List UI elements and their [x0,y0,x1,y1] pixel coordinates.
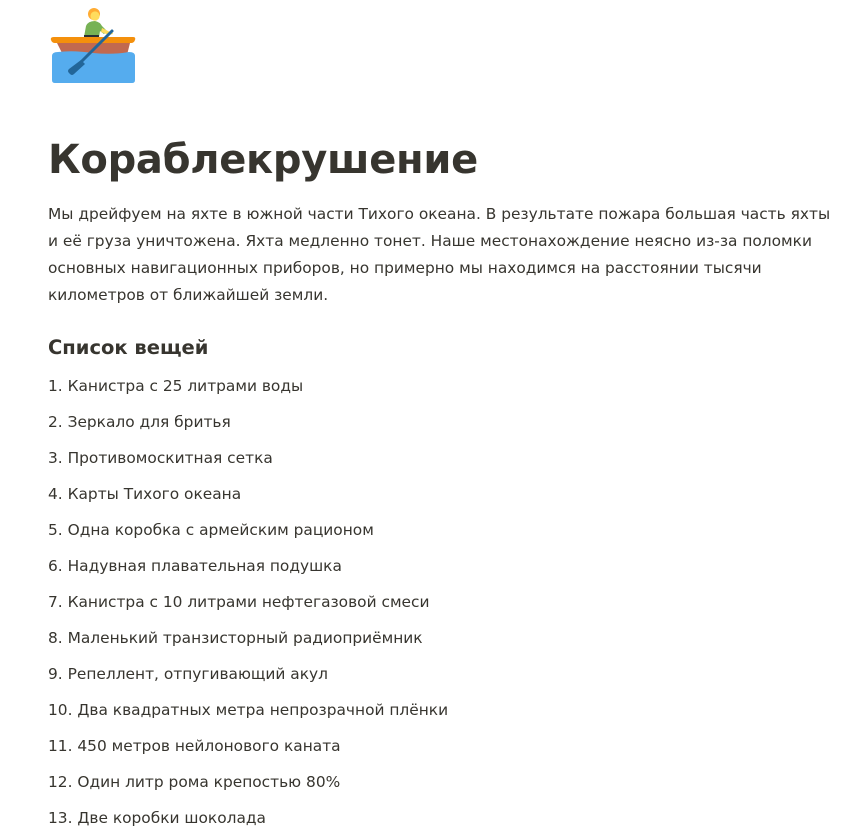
list-item: 12. Один литр рома крепостью 80% [48,773,341,791]
section-heading-items: Список вещей [48,336,209,359]
rowboat-emoji-icon[interactable] [48,4,138,84]
list-item: 9. Репеллент, отпугивающий акул [48,665,328,683]
list-item: 13. Две коробки шоколада [48,809,266,827]
list-item: 10. Два квадратных метра непрозрачной плёнки [48,701,449,719]
items-list [48,372,448,834]
list-item: 8. Маленький транзисторный радиоприёмник [48,629,423,647]
list-item: 1. Канистра с 25 литрами воды [48,377,304,395]
list-item: 3. Противомоскитная сетка [48,449,273,467]
list-item: 5. Одна коробка с армейским рационом [48,521,374,539]
boat-rim [51,37,135,43]
intro-paragraph: Мы дрейфуем на яхте в южной части Тихого океана. В результате пожара большая часть яхты и её груза уничтожена. Яхта медленно тонет. Наше местонахождение неясно из-за поломки основных навигационных приборов, но примерно мы находимся на расстоянии тысячи километров от ближайшей земли. [48,205,831,304]
list-item: 7. Канистра с 10 литрами нефтегазовой смеси [48,593,430,611]
list-item: 6. Надувная плавательная подушка [48,557,342,575]
page-title[interactable]: Кораблекрушение [48,137,478,183]
water [52,51,135,83]
list-item: 11. 450 метров нейлонового каната [48,737,341,755]
list-item: 4. Карты Тихого океана [48,485,242,503]
list-item: 2. Зеркало для бритья [48,413,231,431]
rower-face [90,11,99,20]
